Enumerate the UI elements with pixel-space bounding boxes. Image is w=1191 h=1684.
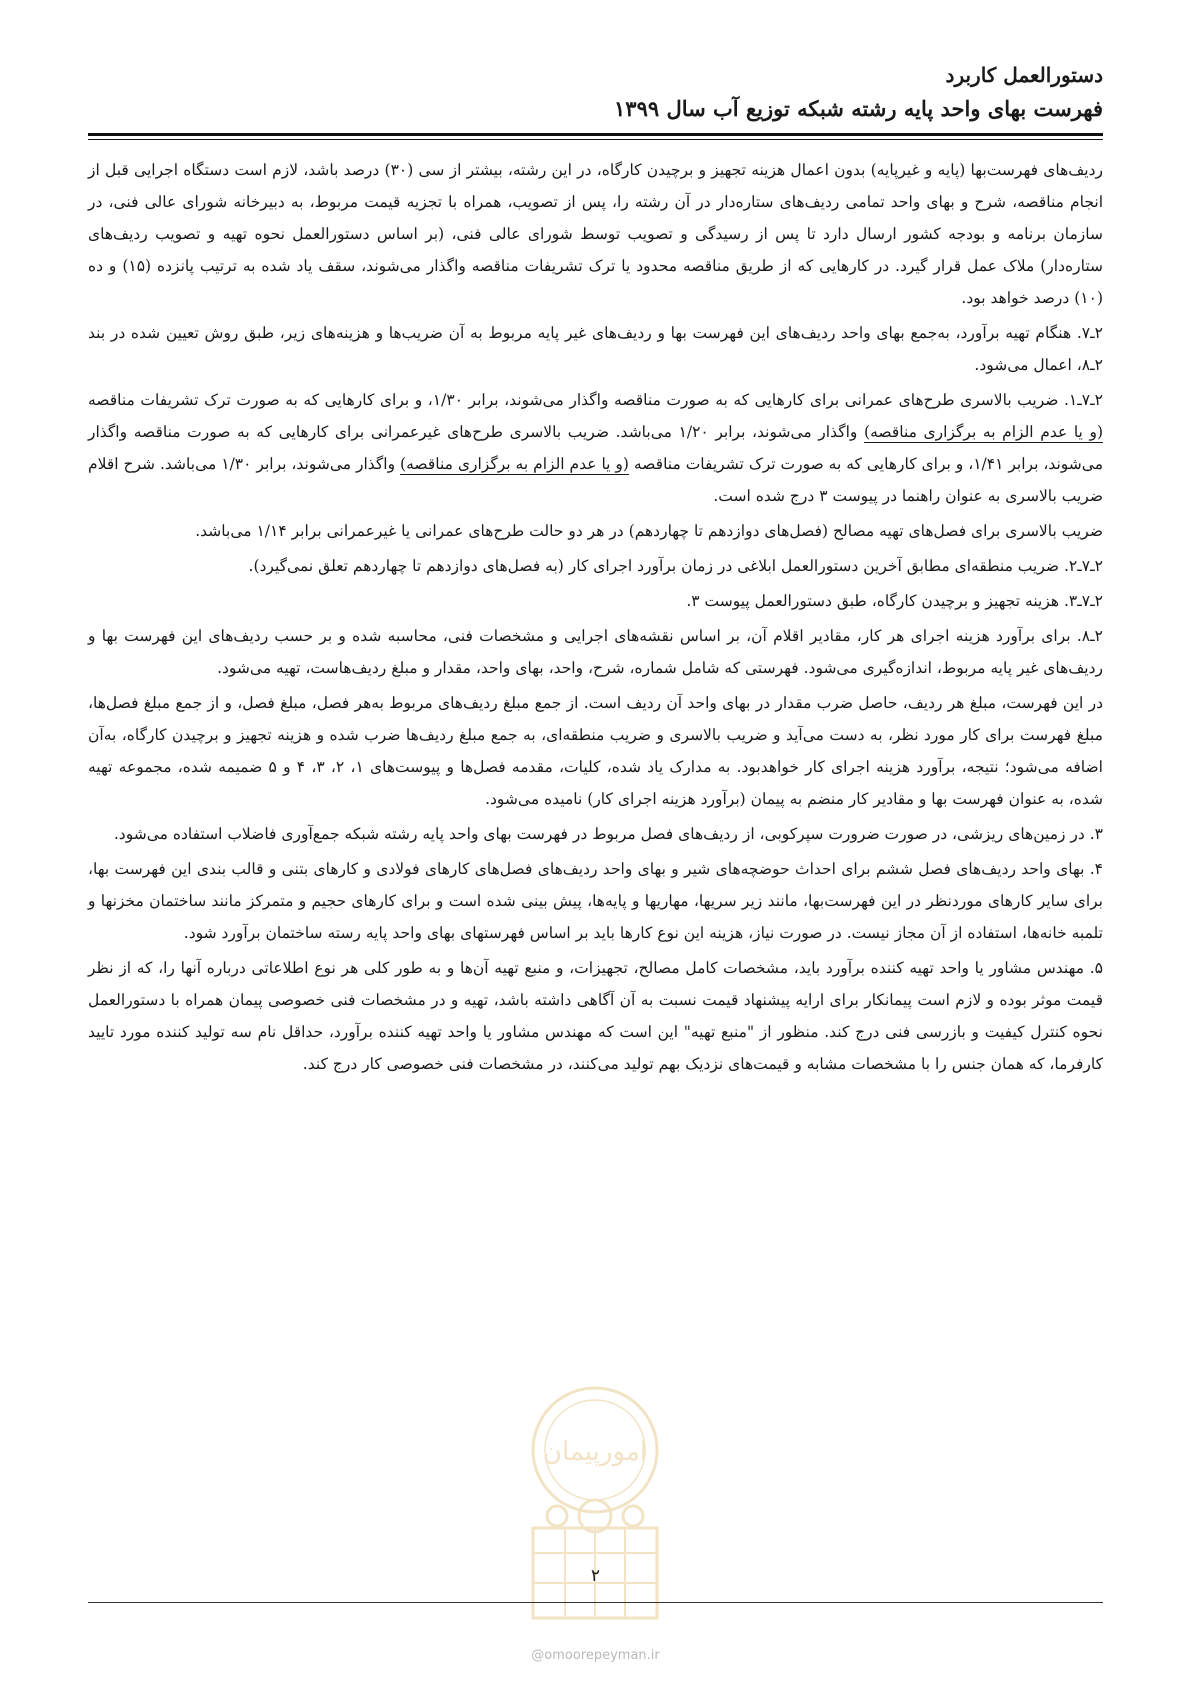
paragraph: ردیف‌های فهرست‌بها (پایه و غیرپایه) بدون اعمال هزینه تجهیز و برچیدن کارگاه، در این رشته، بیشتر از سی (۳۰) درصد باشد، لازم است دستگاه اجرایی قبل از انجام مناقصه، شرح و بهای واحد تمامی ردیف‌های ستاره‌دار در آن رشته را، پس از تصویب، همراه با تجزیه قیمت مربوط، به دبیرخانه شورای عالی فنی، در سازمان برنامه و بودجه کشور ارسال دارد تا پس از رسیدگی و تصویب توسط شورای عالی فنی، (بر اساس دستورالعمل نحوه تهیه و تصویب ردیف‌های ستاره‌دار) ملاک عمل قرار گیرد. در کارهایی که از طریق مناقصه محدود یا ترک تشریفات مناقصه واگذار می‌شوند، سقف یاد شده به ترتیب پانزده (۱۵) و ده (۱۰) درصد خواهد بود. xyxy=(88,161,1104,307)
document-title: دستورالعمل کاربرد xyxy=(945,63,1103,87)
page-header xyxy=(88,58,1103,126)
paragraph: ۲ـ۷. هنگام تهیه برآورد، به‌جمع بهای واحد ردیف‌های این فهرست بها و ردیف‌های غیر پایه مربوط به آن ضریب‌ها و هزینه‌های زیر، طبق روش تعیین شده در بند ۲ـ۸، اعمال می‌شود. xyxy=(88,324,1103,374)
text-run: ۲ـ۷ـ۱. ضریب بالاسری طرح‌های عمرانی برای کارهایی که به صورت مناقصه واگذار می‌شوند، برابر ۱/۳۰، و برای کارهایی که به صورت ترک تشریفات مناقصه xyxy=(88,391,1103,409)
paragraph xyxy=(88,384,1103,512)
paragraph: ۴. بهای واحد ردیف‌های فصل ششم برای احداث حوضچه‌های شیر و بهای واحد ردیف‌های فصل‌های کارهای فولادی و کارهای بتنی و قالب بندی این فهرست بها، برای سایر کارهای موردنظر در این فهرست‌بها، مانند زیر سریها، مهاریها و پایه‌ها، پیش بینی شده است و برای کارهای حجیم و متمرکز مانند ساختمان مخزنها و تلمبه خانه‌ها، استفاده از آن مجاز نیست. در صورت نیاز، هزینه این نوع کارها باید بر اساس فهرستهای بهای واحد پایه رسته ساختمان برآورد شود. xyxy=(88,860,1103,942)
document-subtitle: فهرست بهای واحد پایه رشته شبکه توزیع آب سال ۱۳۹۹ xyxy=(614,96,1103,121)
website-watermark: @omoorepeyman.ir xyxy=(531,1648,660,1663)
text-run: واگذار می‌شوند، برابر ۱/۲۰ می‌باشد. ضریب بالاسری طرح‌های غیرعمرانی برای کارهایی که به صورت مناقصه واگذار می‌شوند، برابر ۱/۴۱، و برای کارهایی که به صورت ترک تشریفات مناقصه xyxy=(88,423,1104,473)
underlined-text: (و یا عدم الزام به برگزاری مناقصه) xyxy=(864,423,1103,441)
paragraph: ۲ـ۸. برای برآورد هزینه اجرای هر کار، مقادیر اقلام آن، بر اساس نقشه‌های اجرایی و مشخصات فنی، محاسبه شده و بر حسب ردیف‌های این فهرست بها و ردیف‌های غیر پایه مربوط، اندازه‌گیری می‌شود. فهرستی که شامل شماره، شرح، واحد، بهای واحد، مقدار و مبلغ ردیف‌هاست، تهیه می‌شود. xyxy=(88,627,1103,677)
paragraph: ۲ـ۷ـ۲. ضریب منطقه‌ای مطابق آخرین دستورالعمل ابلاغی در زمان برآورد اجرای کار (به فصل‌های دوازدهم تا چهاردهم تعلق نمی‌گیرد). xyxy=(248,557,1103,575)
paragraph: ۵. مهندس مشاور یا واحد تهیه کننده برآورد باید، مشخصات کامل مصالح، تجهیزات، و منبع تهیه آن‌ها و به طور کلی هر نوع اطلاعاتی درباره آنها را، که از نظر قیمت موثر بوده و لازم است پیمانکار برای ارایه پیشنهاد قیمت نسبت به آن آگاهی داشته باشد، تهیه و در مشخصات فنی خصوصی پیمان همراه با دستورالعمل نحوه کنترل کیفیت و بازرسی فنی درج کند. منظور از "منبع تهیه" این است که مهندس مشاور یا واحد تهیه کننده برآورد، حداقل نام سه تولید کننده مورد تایید کارفرما، که همان جنس را با مشخصات مشابه و قیمت‌های نزدیک بهم تولید می‌کنند، در مشخصات فنی خصوصی کار درج کند. xyxy=(88,959,1103,1073)
page-number: ۲ xyxy=(590,1566,601,1586)
footer-rule xyxy=(88,1602,1103,1603)
document-body xyxy=(88,154,1103,1083)
watermark-logo-text: امورپیمان xyxy=(542,1437,648,1467)
paragraph: ضریب بالاسری برای فصل‌های تهیه مصالح (فصل‌های دوازدهم تا چهاردهم) در هر دو حالت طرح‌های عمرانی یا غیرعمرانی برابر ۱/۱۴ می‌باشد. xyxy=(195,522,1103,540)
omoore-peyman-seal-icon xyxy=(505,1378,685,1628)
header-rule-thin xyxy=(88,139,1103,140)
text-run: واگذار می‌شوند، برابر ۱/۳۰ می‌باشد. شرح اقلام ضریب بالاسری به عنوان راهنما در پیوست ۳ درج شده است. xyxy=(88,455,1103,505)
header-rule-thick xyxy=(88,133,1103,136)
paragraph: در این فهرست، مبلغ هر ردیف، حاصل ضرب مقدار در بهای واحد آن ردیف است. از جمع مبلغ ردیف‌های مربوط به‌هر فصل، مبلغ فصل، و از جمع مبلغ فصل‌ها، مبلغ فهرست برای کار مورد نظر، به دست می‌آید و ضریب بالاسری و ضریب منطقه‌ای، به جمع مبلغ ردیف‌ها ضرب شده و هزینه تجهیز و برچیدن کارگاه، به‌آن اضافه می‌شود؛ نتیجه، برآورد هزینه اجرای کار خواهدبود. به مدارک یاد شده، کلیات، مقدمه فصل‌ها و پیوست‌های ۱، ۲، ۳، ۴ و ۵ ضمیمه شده، مجموعه تهیه شده، به عنوان فهرست بها و مقادیر کار منضم به پیمان (برآورد هزینه اجرای کار) نامیده می‌شود. xyxy=(88,694,1103,808)
paragraph: ۲ـ۷ـ۳. هزینه تجهیز و برچیدن کارگاه، طبق دستورالعمل پیوست ۳. xyxy=(686,592,1103,610)
paragraph: ۳. در زمین‌های ریزشی، در صورت ضرورت سپرکوبی، از ردیف‌های فصل مربوط در فهرست بهای واحد پایه رشته شبکه جمع‌آوری فاضلاب استفاده می‌شود. xyxy=(113,825,1103,843)
underlined-text: (و یا عدم الزام به برگزاری مناقصه) xyxy=(400,455,629,473)
